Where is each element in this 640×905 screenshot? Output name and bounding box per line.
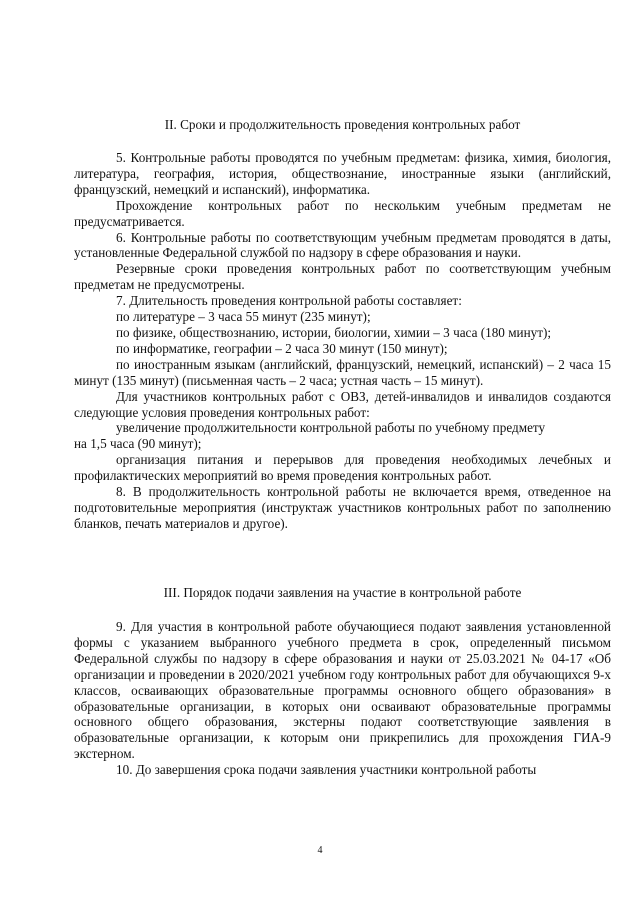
paragraph-reserve-dates: Резервные сроки проведения контрольных работ по соответствующим учебным предметам не предусмотрены. [74, 261, 611, 293]
duration-physics: по физике, обществознанию, истории, биологии, химии – 3 часа (180 минут); [116, 324, 552, 340]
section-3-heading: III. Порядок подачи заявления на участие в контрольной работе [163, 585, 522, 600]
paragraph-6: 6. Контрольные работы по соответствующим учебным предметам проводятся в даты, установленные Федеральной службой по надзору в сфере образования и науки. [74, 229, 611, 261]
condition-extra-time: увеличение продолжительности контрольной работы по учебному предмету [116, 420, 546, 436]
paragraph-8: 8. В продолжительность контрольной работы не включается время, отведенное на подготовительные мероприятия (инструктаж участников контрольных работ по заполнению бланков, печать материалов и другое). [74, 484, 611, 531]
section-3 [74, 585, 611, 601]
duration-languages: по иностранным языкам (английский, французский, немецкий, испанский) – 2 часа 15 минут (135 минут) (письменная часть – 2 часа; устная часть – 15 минут). [74, 356, 611, 388]
duration-literature: по литературе – 3 часа 55 минут (235 минут); [116, 309, 371, 325]
condition-meals-breaks: организация питания и перерывов для проведения необходимых лечебных и профилактических мероприятий во время проведения контрольных работ. [74, 452, 611, 484]
paragraph-9: 9. Для участия в контрольной работе обучающиеся подают заявления установленной формы с указанием выбранного учебного предмета в срок, определенный письмом Федеральной службы по надзору в сфере образования и науки от 25.03.2021 № 04-17 «Об организации и проведении в 2020/2021 учебном году контрольных работ для обучающихся 9-х классов, осваивающих образовательные программы основного общего образования» в образовательные организации, в которых они осваивают образовательные программы основного общего образования, экстерны подают соответствующие заявления в образовательные организации, к которым они прикрепились для прохождения ГИА-9 экстерном. [74, 619, 611, 762]
duration-informatics: по информатике, географии – 2 часа 30 минут (150 минут); [116, 340, 448, 356]
paragraph-7: 7. Длительность проведения контрольной работы составляет: [116, 293, 462, 309]
page-number: 4 [317, 845, 323, 856]
paragraph-no-multiple-subjects: Прохождение контрольных работ по нескольким учебным предметам не предусматривается. [74, 197, 611, 229]
section-2-heading: II. Сроки и продолжительность проведения контрольных работ [164, 117, 521, 132]
section-3-body [74, 619, 611, 778]
paragraph-10: 10. До завершения срока подачи заявления участники контрольной работы [116, 762, 537, 778]
condition-extra-time-cont: на 1,5 часа (90 минут); [74, 436, 202, 452]
section-2 [74, 117, 611, 133]
paragraph-ovz-conditions: Для участников контрольных работ с ОВЗ, детей-инвалидов и инвалидов создаются следующие условия проведения контрольных работ: [74, 388, 611, 420]
paragraph-5: 5. Контрольные работы проводятся по учебным предметам: физика, химия, биология, литература, география, история, обществознание, иностранные языки (английский, французский, немецкий и испанский), информатика. [74, 150, 611, 197]
section-2-body [74, 150, 611, 532]
